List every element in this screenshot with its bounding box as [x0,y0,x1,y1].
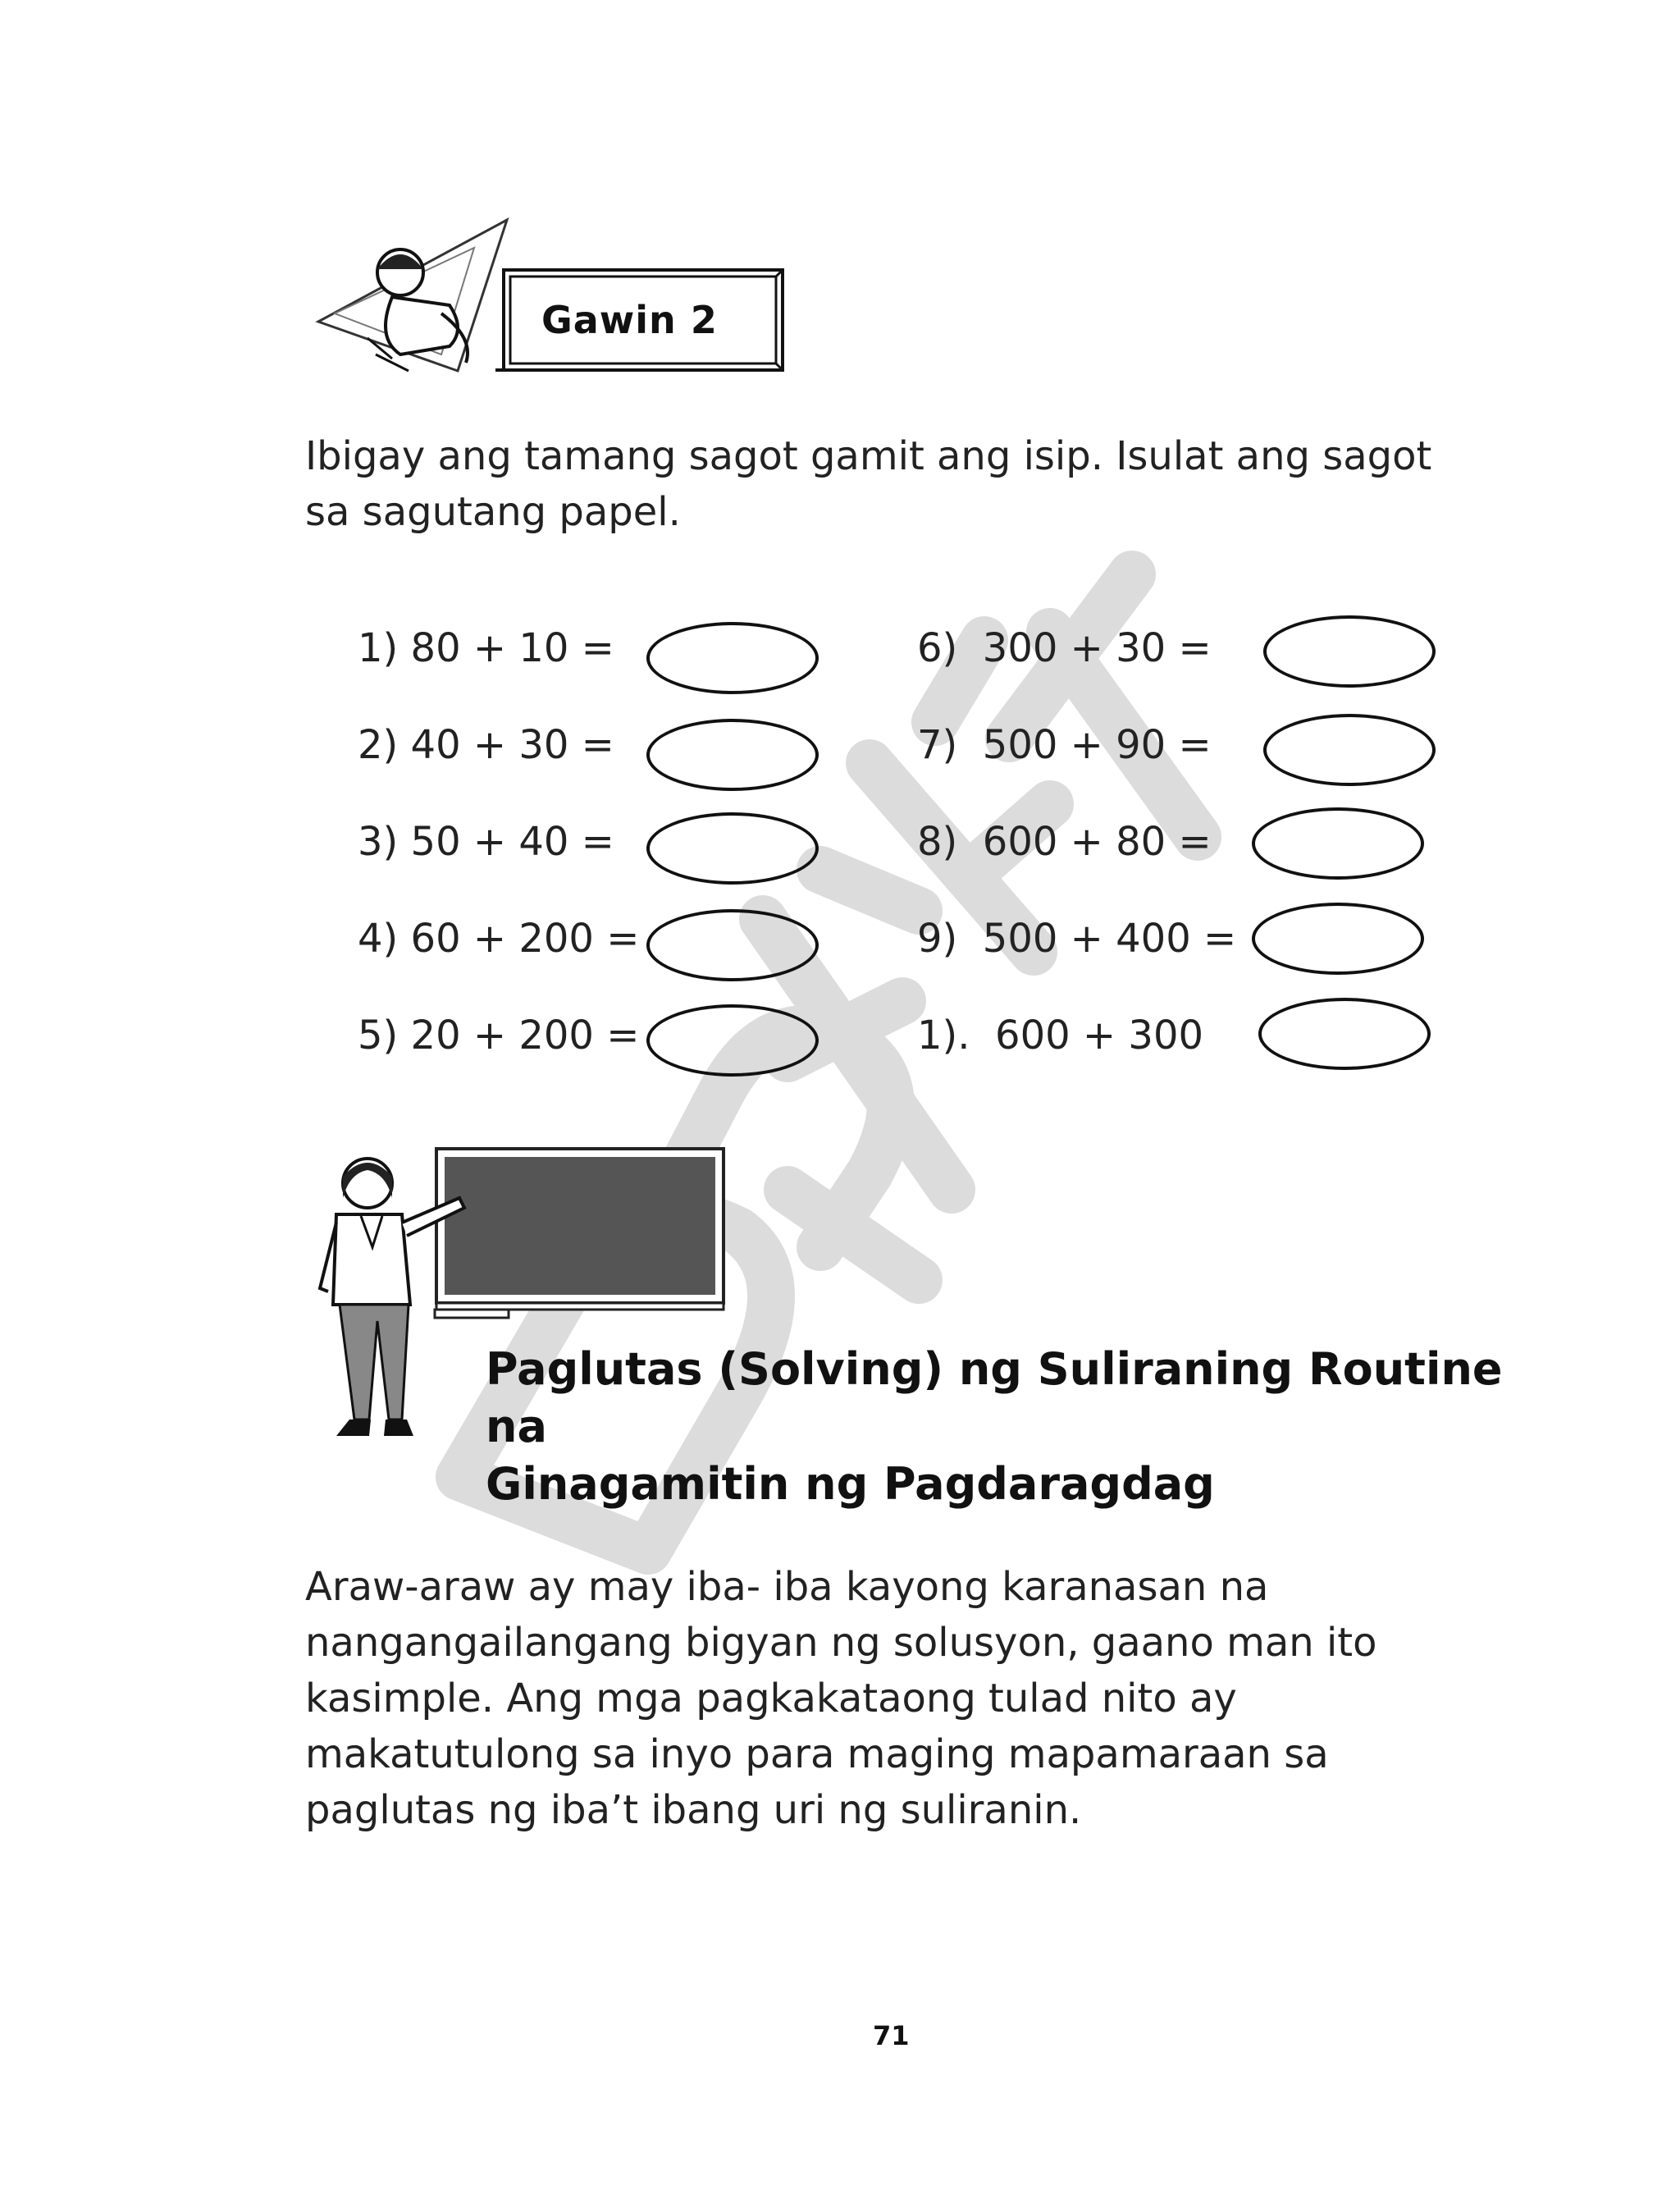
problem-2: 2) 40 + 30 = [358,722,614,768]
answer-oval-9[interactable] [1252,903,1424,975]
answer-oval-5[interactable] [646,1004,819,1077]
answer-oval-1[interactable] [646,622,819,694]
answer-oval-8[interactable] [1252,807,1424,880]
problem-1: 1) 80 + 10 = [358,625,614,671]
answer-oval-10[interactable] [1258,998,1431,1070]
problem-7: 7) 500 + 90 = [917,722,1212,768]
problem-8: 8) 600 + 80 = [917,819,1212,865]
problem-10: 1). 600 + 300 [917,1013,1204,1058]
girl-drawing-icon [310,215,522,379]
problem-4: 4) 60 + 200 = [358,916,640,962]
answer-oval-2[interactable] [646,719,819,791]
body-paragraph: Araw-araw ay may iba- iba kayong karanasan na nangangailangang bigyan ng solusyon, gaano man ito kasimple. Ang mga pagkakataong tulad nito ay makatutulong sa inyo para maging mapamaraan sa paglutas ng iba’t ibang uri ng suliranin. [305,1564,1377,1833]
activity-label: Gawin 2 [541,298,718,342]
instruction-text: Ibigay ang tamang sagot gamit ang isip. Isulat ang sagot sa sagutang papel. [305,433,1432,535]
page-number: 71 [873,2020,910,2051]
problem-6: 6) 300 + 30 = [917,625,1212,671]
answer-oval-3[interactable] [646,812,819,885]
problem-3: 3) 50 + 40 = [358,819,614,865]
activity-label-box [495,267,788,373]
problem-5: 5) 20 + 200 = [358,1013,640,1058]
answer-oval-4[interactable] [646,909,819,981]
section-title: Paglutas (Solving) ng Suliraning Routine na Ginagamitin ng Pagdaragdag [486,1343,1503,1510]
answer-oval-7[interactable] [1263,714,1436,786]
answer-oval-6[interactable] [1263,615,1436,688]
problem-9: 9) 500 + 400 = [917,916,1237,962]
